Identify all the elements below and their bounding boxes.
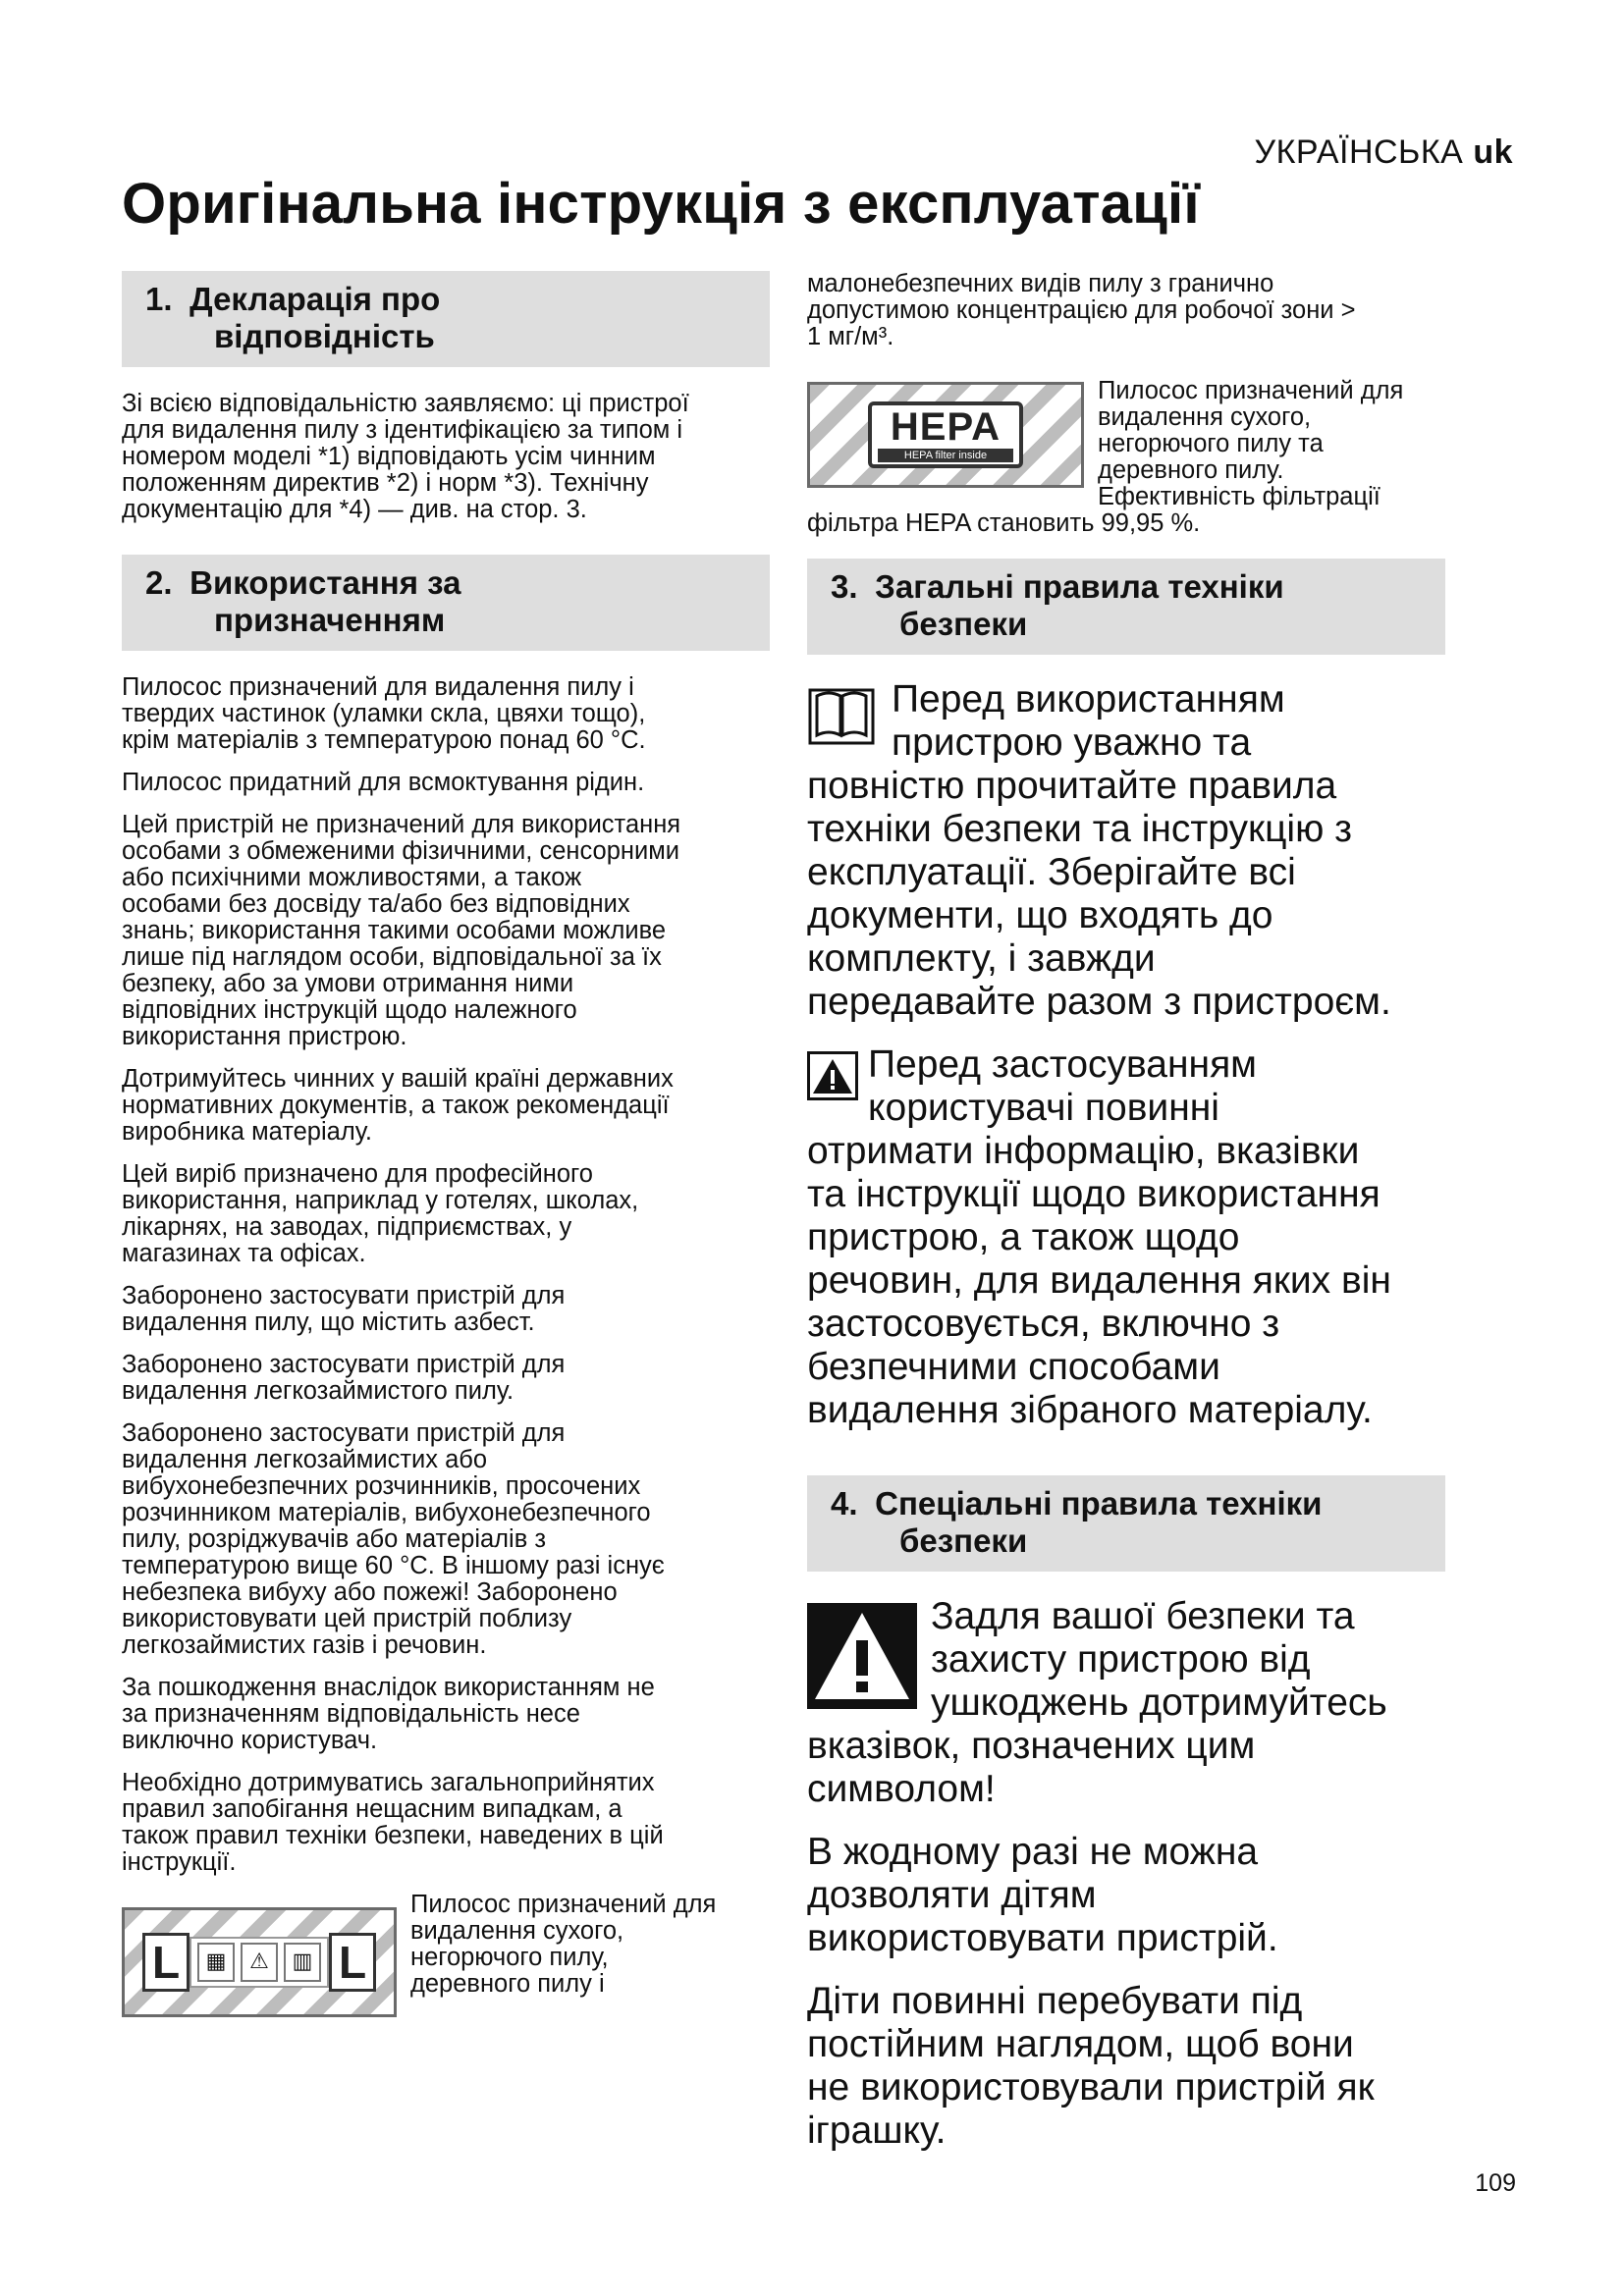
- text-line: Пилосос призначений для видалення пилу і: [122, 673, 634, 701]
- text-line: передавайте разом з пристроєм.: [807, 981, 1391, 1023]
- text-line: повністю прочитайте правила: [807, 765, 1337, 807]
- text-line: 1 мг/м³.: [807, 323, 894, 350]
- text-line: Заборонено застосувати пристрій для: [122, 1351, 566, 1378]
- text-line: особами з обмеженими фізичними, сенсорними: [122, 837, 679, 865]
- text-line: постійним наглядом, щоб вони: [807, 2023, 1354, 2065]
- text-line: виробника матеріалу.: [122, 1118, 372, 1146]
- text-line: використовувати цей пристрій поблизу: [122, 1605, 572, 1632]
- liability-paragraph: [122, 1675, 789, 1754]
- text-line: малонебезпечних видів пилу з гранично: [807, 270, 1274, 297]
- user-info-warning-text: [807, 1043, 1485, 1432]
- text-line: Заборонено застосувати пристрій для: [122, 1419, 566, 1447]
- text-line: знань; використання такими особами можливе: [122, 917, 667, 944]
- text-line: лише під наглядом особи, відповідальної за їх: [122, 943, 662, 971]
- language-name: УКРАЇНСЬКА: [1254, 133, 1464, 171]
- text-line: видалення сухого,: [410, 1917, 624, 1945]
- text-line: деревного пилу і: [410, 1970, 605, 1998]
- text-line: символом!: [807, 1768, 996, 1810]
- text-line: безпеку, або за умови отримання ними: [122, 970, 574, 997]
- left-column: [122, 271, 789, 2017]
- text-line: Пилосос придатний для всмоктування рідин.: [122, 769, 645, 796]
- manual-icon: ▥: [284, 1943, 321, 1982]
- declaration-paragraph: [122, 391, 789, 523]
- language-code: uk: [1473, 133, 1513, 171]
- l-class-inner: [142, 1924, 376, 2001]
- professional-use-paragraph: [122, 1161, 789, 1267]
- page-number: 109: [1475, 2169, 1516, 2197]
- section-1-heading: [122, 271, 770, 367]
- text-line: негорючого пилу та: [1098, 430, 1324, 457]
- continued-paragraph: [807, 271, 1485, 350]
- hepa-logo-subtext: HEPA filter inside: [878, 449, 1013, 462]
- read-manual-text: [807, 678, 1485, 1024]
- text-line: техніки безпеки та інструкцію з: [807, 808, 1353, 850]
- text-line: або психічними можливостями, а також: [122, 864, 582, 891]
- text-line: деревного пилу.: [1098, 456, 1284, 484]
- text-line: речовин, для видалення яких він: [807, 1259, 1391, 1302]
- text-line: використання, наприклад у готелях, школах,: [122, 1187, 639, 1214]
- l-letter-left: L: [142, 1933, 189, 1992]
- page-title: Оригінальна інструкція з експлуатації: [122, 172, 1200, 236]
- section-number: 2.: [145, 564, 173, 601]
- section-2-heading: [122, 555, 770, 651]
- regulations-paragraph: [122, 1066, 789, 1146]
- accident-prevention-paragraph: [122, 1770, 789, 1876]
- text-line: Цей виріб призначено для професійного: [122, 1160, 593, 1188]
- text-line: твердих частинок (уламки скла, цвяхи тощо),: [122, 700, 646, 727]
- safety-symbol-block: [807, 1595, 1485, 1831]
- text-line: Зі всією відповідальністю заявляємо: ці пристрої: [122, 390, 689, 417]
- asbestos-paragraph: [122, 1283, 789, 1336]
- text-line: безпечними способами: [807, 1346, 1220, 1388]
- text-line: Діти повинні перебувати під: [807, 1980, 1303, 2022]
- section-title-line1: Декларація про: [189, 281, 441, 317]
- text-line: не використовували пристрій як: [807, 2066, 1375, 2109]
- hepa-logo-text: HEPA: [890, 405, 1001, 449]
- text-line: видалення легкозаймистого пилу.: [122, 1377, 514, 1405]
- text-line: користувачі повинні: [868, 1087, 1219, 1129]
- section-title-line2: безпеки: [899, 1522, 1028, 1559]
- text-line: За пошкодження внаслідок використанням не: [122, 1674, 655, 1701]
- text-line: негорючого пилу,: [410, 1944, 609, 1971]
- text-line: Перед використанням: [892, 678, 1285, 721]
- l-letter-right: L: [329, 1933, 376, 1992]
- text-line: використання пристрою.: [122, 1023, 407, 1050]
- text-line: особами без досвіду та/або без відповідних: [122, 890, 630, 918]
- text-line: номером моделі *1) відповідають усім чинним: [122, 443, 656, 470]
- flammable-dust-paragraph: [122, 1352, 789, 1405]
- explosive-paragraph: [122, 1420, 789, 1659]
- text-line: Дотримуйтесь чинних у вашій країні державних: [122, 1065, 674, 1093]
- section-number: 3.: [831, 568, 858, 605]
- text-line: захисту пристрою від: [931, 1638, 1311, 1681]
- text-line: іграшку.: [807, 2109, 947, 2152]
- dust-class-pictograms: [189, 1937, 329, 1988]
- text-line: пристрою уважно та: [892, 721, 1252, 764]
- text-line: нормативних документів, а також рекомендації: [122, 1092, 670, 1119]
- text-line: отримати інформацію, вказівки: [807, 1130, 1360, 1172]
- text-line: Задля вашої безпеки та: [931, 1595, 1355, 1637]
- text-line: легкозаймистих газів і речовин.: [122, 1631, 487, 1659]
- text-line: Пилосос призначений для: [1098, 377, 1404, 404]
- text-line: та інструкції щодо використання: [807, 1173, 1380, 1215]
- section-number: 1.: [145, 281, 173, 317]
- text-line: використовувати пристрій.: [807, 1917, 1278, 1959]
- text-line: лікарнях, на заводах, підприємствах, у: [122, 1213, 572, 1241]
- text-line: температурою вище 60 °С. В іншому разі існує: [122, 1552, 665, 1579]
- text-line: ушкоджень дотримуйтесь: [931, 1682, 1387, 1724]
- liquids-paragraph: [122, 770, 789, 796]
- hepa-block: [807, 378, 1485, 537]
- user-info-warning-block: [807, 1043, 1485, 1452]
- text-line: допустимою концентрацією для робочої зони >: [807, 296, 1356, 324]
- text-line: Необхідно дотримуватись загальноприйнятих: [122, 1769, 655, 1796]
- book-icon: [807, 684, 876, 749]
- section-4-heading: [807, 1475, 1445, 1572]
- text-line: видалення сухого,: [1098, 403, 1312, 431]
- text-line: вибухонебезпечних розчинників, просочених: [122, 1472, 641, 1500]
- section-number: 4.: [831, 1485, 858, 1522]
- warning-icon: [807, 1051, 858, 1100]
- text-line: правил запобігання нещасним випадкам, а: [122, 1795, 623, 1823]
- section-title-line1: Спеціальні правила техніки: [875, 1485, 1323, 1522]
- warning-triangle-icon: ⚠: [241, 1943, 278, 1982]
- children-supervision-paragraph: [807, 1980, 1485, 2153]
- text-line: документи, що входять до: [807, 894, 1273, 936]
- text-line: магазинах та офісах.: [122, 1240, 366, 1267]
- right-column: [807, 271, 1485, 2172]
- text-line: для видалення пилу з ідентифікацією за типом і: [122, 416, 683, 444]
- section-title-line2: безпеки: [899, 606, 1028, 642]
- bin-icon: ▦: [197, 1943, 235, 1982]
- text-line: положенням директив *2) і норм *3). Технічну: [122, 469, 649, 497]
- text-line: дозволяти дітям: [807, 1874, 1097, 1916]
- text-line: документацію для *4) — див. на стор. 3.: [122, 496, 587, 523]
- text-line: видалення пилу, що містить азбест.: [122, 1308, 535, 1336]
- section-title-line1: Використання за: [189, 564, 461, 601]
- l-class-label: [122, 1907, 397, 2017]
- hepa-efficiency-text: фільтра HEPA становить 99,95 %.: [807, 509, 1201, 537]
- section-3-heading: [807, 559, 1445, 655]
- text-line: Цей пристрій не призначений для використання: [122, 811, 681, 838]
- text-line: Заборонено застосувати пристрій для: [122, 1282, 566, 1309]
- text-line: комплекту, і завжди: [807, 937, 1156, 980]
- text-line: В жодному разі не можна: [807, 1831, 1259, 1873]
- section-title-line1: Загальні правила техніки: [875, 568, 1284, 605]
- text-line: розчинником матеріалів, вибухонебезпечного: [122, 1499, 651, 1526]
- restricted-persons-paragraph: [122, 812, 789, 1050]
- large-warning-icon: [807, 1603, 917, 1709]
- l-class-block: [122, 1892, 789, 2017]
- read-manual-block: [807, 678, 1485, 1043]
- text-line: Пилосос призначений для: [410, 1891, 717, 1918]
- text-line: відповідних інструкцій щодо належного: [122, 996, 577, 1024]
- text-line: за призначенням відповідальність несе: [122, 1700, 580, 1728]
- hepa-label: [807, 382, 1084, 488]
- text-line: Ефективність фільтрації: [1098, 483, 1380, 510]
- children-use-paragraph: [807, 1831, 1485, 1960]
- text-line: Перед застосуванням: [868, 1043, 1257, 1086]
- intended-use-paragraph: [122, 674, 789, 754]
- language-label: [1255, 133, 1513, 172]
- section-title-line2: відповідність: [214, 318, 435, 354]
- hepa-logo: [868, 401, 1023, 468]
- text-line: застосовується, включно з: [807, 1303, 1280, 1345]
- text-line: також правил техніки безпеки, наведених в цій: [122, 1822, 664, 1849]
- text-line: пристрою, а також щодо: [807, 1216, 1240, 1258]
- text-line: виключно користувач.: [122, 1727, 378, 1754]
- text-line: експлуатації. Зберігайте всі: [807, 851, 1296, 893]
- text-line: видалення зібраного матеріалу.: [807, 1389, 1373, 1431]
- text-line: вказівок, позначених цим: [807, 1725, 1256, 1767]
- text-line: пилу, розріджувачів або матеріалів з: [122, 1525, 547, 1553]
- section-title-line2: призначенням: [214, 602, 446, 638]
- text-line: видалення легкозаймистих або: [122, 1446, 488, 1473]
- text-line: інструкції.: [122, 1848, 237, 1876]
- text-line: небезпека вибуху або пожежі! Заборонено: [122, 1578, 618, 1606]
- text-line: крім матеріалів з температурою понад 60 °С.: [122, 726, 646, 754]
